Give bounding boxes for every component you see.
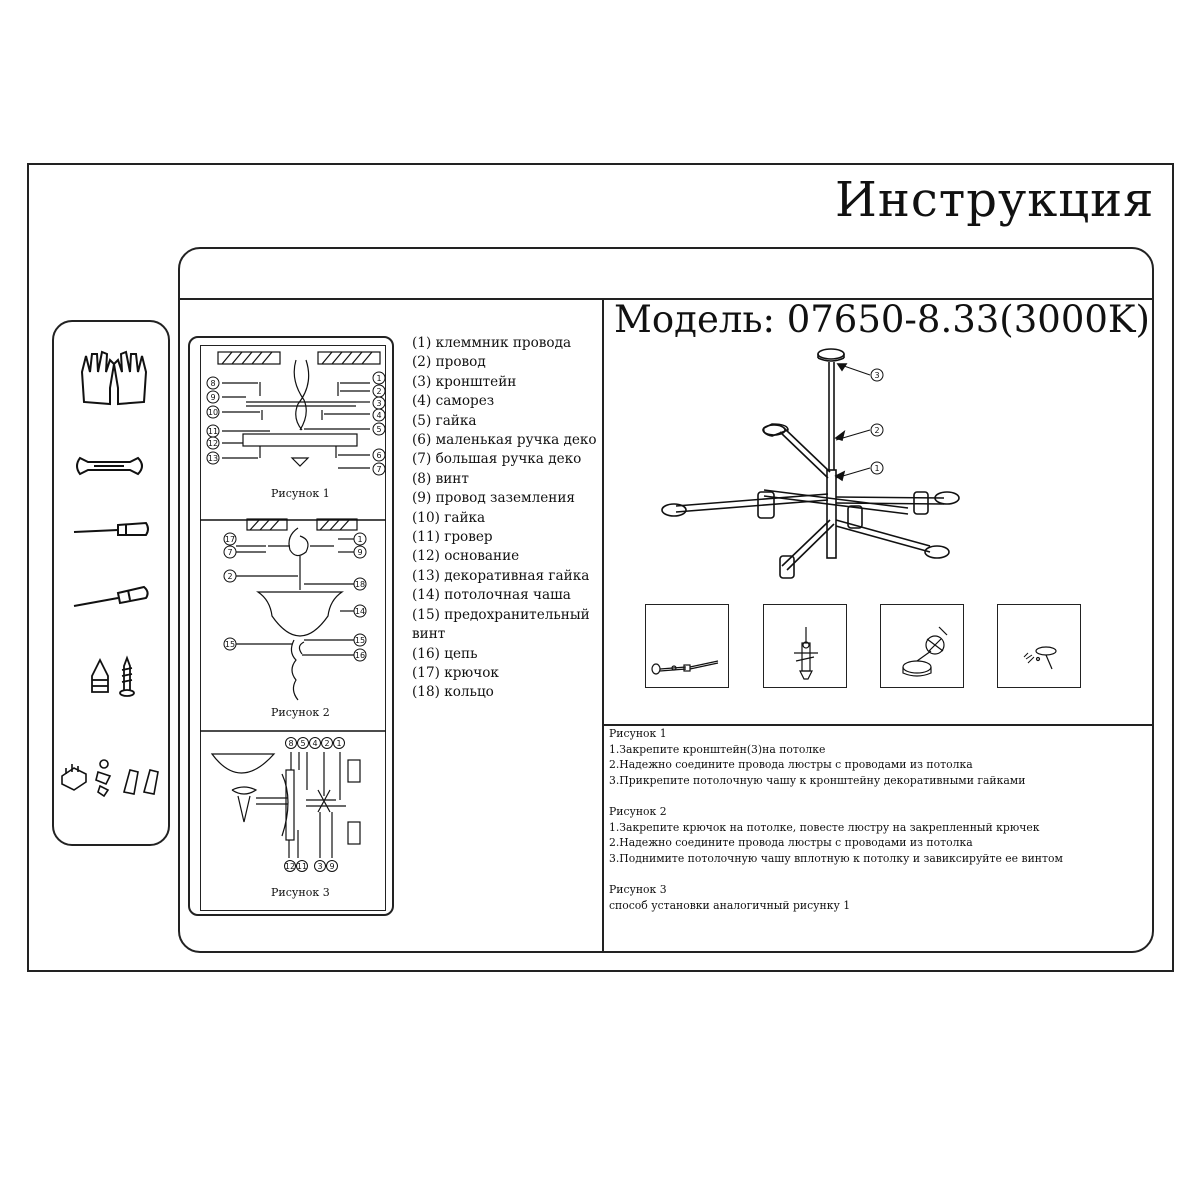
rod-connection-icon [764, 605, 848, 689]
fig3-callout-top: 2 [324, 739, 330, 748]
fig1-callout-right: 7 [376, 465, 382, 474]
model-name: Модель: 07650-8.33(3000K) [614, 298, 1150, 341]
part-item: (5) гайка [412, 412, 477, 429]
fig2-callout-right: 14 [354, 607, 366, 616]
fig2-callout-right: 18 [354, 580, 366, 589]
product-callout: 3 [874, 371, 880, 380]
part-item: (17) крючок [412, 664, 499, 681]
fig1-callout-left: 9 [210, 393, 216, 402]
fig3-callout-top: 5 [300, 739, 306, 748]
ceiling-mount-icon [998, 605, 1082, 689]
part-item: (16) цепь [412, 645, 478, 662]
step-line: 3.Прикрепите потолочную чашу к кронштейну декоративными гайками [609, 773, 1026, 787]
fig2-callout-right: 15 [354, 636, 366, 645]
part-item: (8) винт [412, 470, 469, 487]
part-item: (6) маленькая ручка деко [412, 432, 597, 449]
canopy-wiring-icon [881, 605, 965, 689]
fig1-callout-left: 12 [207, 439, 219, 448]
step-line: способ установки аналогичный рисунку 1 [609, 898, 851, 912]
product-callout: 2 [874, 426, 880, 435]
part-item: (4) саморез [412, 393, 495, 410]
assembly-step-thumbnail [997, 604, 1081, 688]
installation-steps [609, 726, 1149, 929]
fig2-callout-left: 2 [227, 572, 233, 581]
figure-1-caption: Рисунок 1 [271, 487, 330, 500]
step-line: 2.Надежно соедините провода люстры с проводами из потолка [609, 836, 973, 850]
fig3-callout-bottom: 12 [284, 862, 296, 871]
steps-block-figure-2 [609, 804, 1149, 866]
part-item: (10) гайка [412, 509, 486, 526]
fig2-callout-left: 15 [224, 640, 236, 649]
fig3-callout-bottom: 3 [317, 862, 323, 871]
part-item: (13) декоративная гайка [412, 567, 590, 584]
arm-assembly-icon [646, 605, 730, 689]
fig1-callout-right: 4 [376, 411, 382, 420]
step-line: 3.Поднимите потолочную чашу вплотную к потолку и завиксируйте ее винтом [609, 851, 1063, 865]
part-item: (7) большая ручка деко [412, 451, 582, 468]
steps-heading: Рисунок 1 [609, 727, 667, 740]
fig1-callout-right: 6 [376, 451, 382, 460]
fig2-callout-right: 9 [357, 548, 363, 557]
part-item: (11) гровер [412, 529, 493, 546]
fig2-callout-right: 1 [357, 535, 363, 544]
page-title: Инструкция [835, 172, 1155, 228]
fig1-callout-right: 5 [376, 425, 382, 434]
step-line: 1.Закрепите кронштейн(3)на потолке [609, 742, 826, 756]
assembly-step-thumbnail [880, 604, 964, 688]
step-line: 1.Закрепите крючок на потолке, повесте люстру на закрепленный крючек [609, 820, 1040, 834]
fig2-callout-left: 7 [227, 548, 233, 557]
fig1-callout-right: 1 [376, 374, 382, 383]
fig1-callout-right: 2 [376, 387, 382, 396]
steps-block-figure-3 [609, 882, 1149, 913]
fig3-callout-top: 8 [288, 739, 294, 748]
assembly-step-thumbnail [763, 604, 847, 688]
fig1-callout-left: 8 [210, 379, 216, 388]
steps-heading: Рисунок 3 [609, 882, 667, 896]
chandelier-callouts [871, 369, 883, 474]
figure-2-caption: Рисунок 2 [271, 706, 330, 719]
part-item: (1) клеммник провода [412, 335, 572, 351]
chandelier-callout-labels [874, 371, 879, 473]
fig2-callout-right: 16 [354, 651, 366, 660]
fig3-callout-top: 1 [336, 739, 342, 748]
fig1-callout-left: 13 [207, 454, 219, 463]
part-item: (3) кронштейн [412, 373, 517, 390]
chandelier-illustration [662, 349, 959, 578]
part-item: (18) кольцо [412, 684, 494, 701]
steps-heading: Рисунок 2 [609, 804, 667, 818]
fig1-callout-left: 10 [207, 408, 219, 417]
fig3-callout-bottom: 9 [329, 862, 335, 871]
figure-3-caption: Рисунок 3 [271, 886, 330, 899]
steps-block-figure-1 [609, 726, 1149, 788]
part-item: (14) потолочная чаша [412, 587, 571, 604]
product-callout: 1 [874, 464, 880, 473]
part-item: (15) предохранительный винт [412, 606, 590, 643]
step-line: 2.Надежно соедините провода люстры с проводами из потолка [609, 758, 973, 772]
part-item: (2) провод [412, 354, 486, 371]
assembly-step-thumbnail [645, 604, 729, 688]
fig1-callout-right: 3 [376, 399, 382, 408]
part-item: (9) провод заземления [412, 490, 575, 507]
fig3-callout-bottom: 11 [296, 862, 308, 871]
fig2-callout-left: 17 [224, 535, 236, 544]
fig1-callout-left: 11 [207, 427, 219, 436]
fig3-callout-top: 4 [312, 739, 318, 748]
part-item: (12) основание [412, 548, 520, 565]
